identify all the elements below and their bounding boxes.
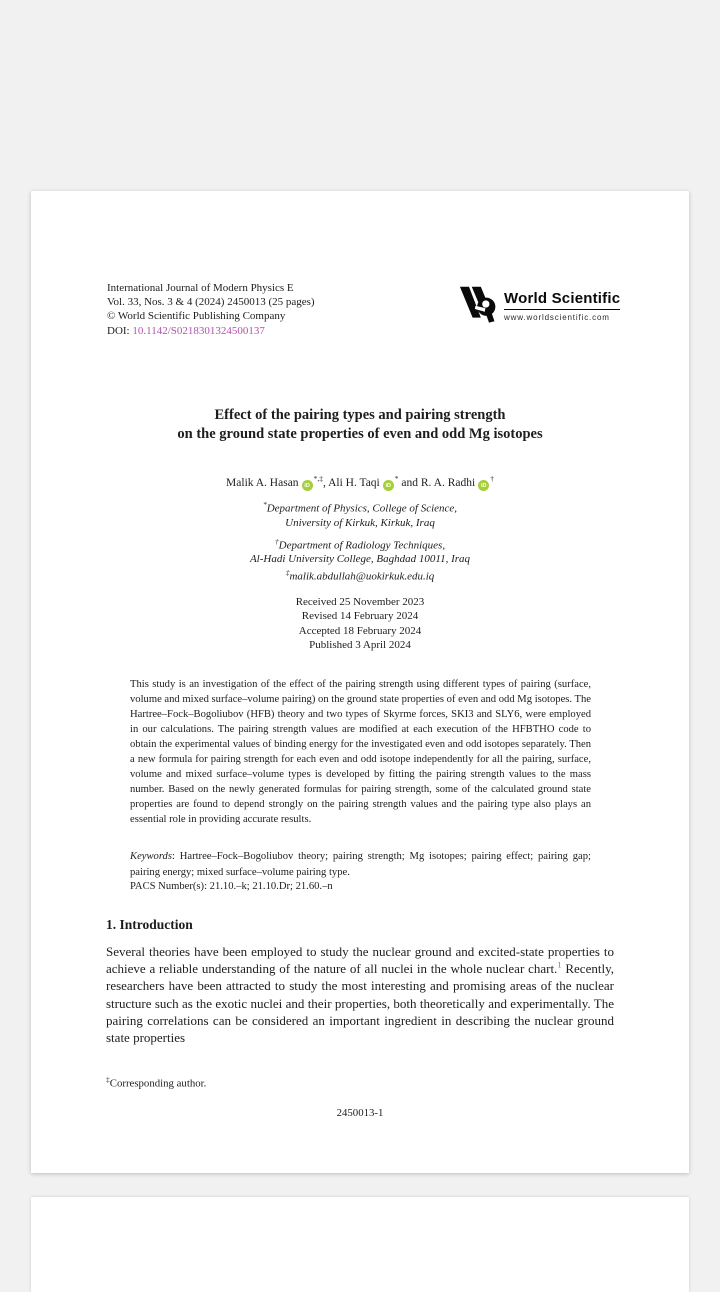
affiliations <box>106 498 614 584</box>
affil-text: Department of Radiology Techniques, <box>278 539 446 552</box>
doi-link[interactable]: 10.1142/S0218301324500137 <box>132 324 265 337</box>
author-affil-marks: * <box>394 474 399 483</box>
orcid-icon-label: iD <box>304 482 310 489</box>
doi-label: DOI: <box>107 324 133 337</box>
orcid-icon[interactable] <box>478 480 489 491</box>
journal-doi-line <box>107 324 315 338</box>
footnote-mark: ‡ <box>106 1075 110 1084</box>
article-title-line2: on the ground state properties of even and odd Mg isotopes <box>177 426 543 442</box>
page-number: 2450013-1 <box>336 1107 384 1119</box>
affil-text: Department of Physics, College of Science, <box>266 502 458 515</box>
section-heading-introduction: 1. Introduction <box>106 917 193 932</box>
abstract: This study is an investigation of the effect of the pairing strength using different types of pairing (surface, volume and mixed surface–volume pairing) on the ground state properties of even and odd Mg isotopes. The Hartree–Fock–Bogoliubov (HFB) theory and two types of Skyrme forces, SKI3 and SLY6, were employed in our calculations. The pairing strength values are modified at each execution of the HFBTHO code to obtain the experimental values of binding energy for the investigated even and odd isotopes separately. Then a new formula for pairing strength for each even and odd isotope independently for all the pairing, surface, volume and mixed surface–volume types is developed by fitting the pairing strength values to the mass number. Based on the newly generated formulas for pairing strength, some of the calculated ground state properties are found to depend strongly on the pairing strength values and the pairing type also plays an essential role in providing accurate results. <box>130 679 591 825</box>
affiliation-1-line2: University of Kirkuk, Kirkuk, Iraq <box>285 516 435 529</box>
world-scientific-logo-text <box>504 283 620 322</box>
affil-mark: * <box>262 500 267 509</box>
world-scientific-logo <box>459 283 619 325</box>
affiliation-2-line2: Al-Hadi University College, Baghdad 10011, Iraq <box>249 553 471 566</box>
author-affil-marks: † <box>490 474 494 483</box>
footnote-text: Corresponding author. <box>109 1077 207 1090</box>
journal-info <box>107 281 315 338</box>
world-scientific-logo-icon <box>459 283 499 325</box>
article-history <box>106 595 614 653</box>
received-date: Received 25 November 2023 <box>295 596 425 608</box>
orcid-icon-label: iD <box>385 482 392 489</box>
journal-issue: Vol. 33, Nos. 3 & 4 (2024) 2450013 (25 pages) <box>107 296 315 309</box>
introduction-paragraph <box>106 943 614 1046</box>
journal-copyright: © World Scientific Publishing Company <box>107 310 286 323</box>
keywords-label: Keywords <box>130 851 172 862</box>
author-name: R. A. Radhi <box>420 476 476 489</box>
author-affil-marks: *,‡ <box>313 474 323 483</box>
revised-date: Revised 14 February 2024 <box>301 610 419 623</box>
author-line <box>106 474 614 491</box>
affiliation-1-line1 <box>106 498 614 516</box>
intro-text-part1: Several theories have been employed to study the nuclear ground and excited-state properties to achieve a reliable understanding of the nature of all nuclei in the whole nuclear chart. <box>106 944 614 977</box>
citation-ref-1[interactable]: 1 <box>557 959 562 970</box>
email-mark: ‡ <box>285 568 290 578</box>
affil-mark: † <box>274 536 279 546</box>
publisher-name: World Scientific <box>504 290 620 310</box>
keywords <box>130 849 591 880</box>
corresponding-author-footnote <box>106 1075 206 1090</box>
article-title-line1: Effect of the pairing types and pairing strength <box>214 407 506 423</box>
author-name: Ali H. Taqi <box>328 476 380 489</box>
paper-page-1 <box>31 191 689 1173</box>
affiliation-2-line1 <box>106 535 614 553</box>
author-name: Malik A. Hasan <box>226 476 299 489</box>
pacs-numbers: PACS Number(s): 21.10.–k; 21.10.Dr; 21.60.–n <box>130 881 333 892</box>
corresponding-email[interactable] <box>106 566 614 584</box>
keywords-text: : Hartree–Fock–Bogoliubov theory; pairing strength; Mg isotopes; pairing effect; pairing gap; pairing energy; mixed surface–volume pairing type. <box>130 851 591 878</box>
paper-page-2 <box>31 1197 689 1292</box>
author-separator: , <box>322 476 329 489</box>
orcid-icon[interactable] <box>302 480 313 491</box>
orcid-icon-label: iD <box>480 482 487 489</box>
email-text: malik.abdullah@uokirkuk.edu.iq <box>289 570 435 583</box>
accepted-date: Accepted 18 February 2024 <box>298 624 422 637</box>
journal-name: International Journal of Modern Physics E <box>107 282 294 294</box>
author-separator: and <box>398 476 421 489</box>
orcid-icon[interactable] <box>383 480 394 491</box>
article-title <box>106 406 614 444</box>
published-date: Published 3 April 2024 <box>309 639 411 652</box>
intro-text-part2: Recently, researchers have been attracted to study the most interesting and promising areas of the nuclear structure such as the exotic nuclei and their properties, both theoretically and experimentally. The pairing correlations can be considered an important ingredient in describing the nuclear ground state properties <box>106 961 614 1046</box>
publisher-url[interactable]: www.worldscientific.com <box>504 312 610 322</box>
